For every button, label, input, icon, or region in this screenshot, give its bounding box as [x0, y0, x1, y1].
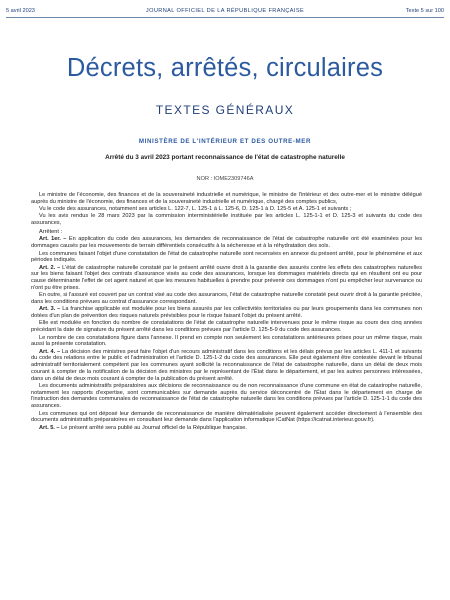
article-2: Art. 2. – L'état de catastrophe naturelle constaté par le présent arrêté ouvre droit à la garantie des assurés contre les effets des catastrophes naturelles sur les biens faisant l'objet des contrats d'assurance visés au code des assurances, lorsque les dommages matériels directs qui en résultent ont eu pour cause déterminante l'effet de cet agent naturel et que les mesures habituelles à prendre pour prévenir ces dommages n'ont pu empêcher leur survenance ou n'ont pu être prises.	[31, 264, 422, 291]
paragraph: Arrêtent :	[39, 229, 63, 236]
paragraph: Les communes qui ont déposé leur demande de reconnaissance de manière dématérialisée peuvent également accéder directement à l'ensemble des documents administratifs préparatoires en consultant leur demande dans l'application informatique iCatNat (https://icatnat.interieur.gouv.fr).	[31, 410, 422, 424]
issue-date: 5 avril 2023	[6, 8, 35, 14]
paragraph: Vu le code des assurances, notamment ses articles L. 122-7, L. 125-1 à L. 125-6, D. 125-1 à D. 125-5 et A. 125-1 et suivants ;	[39, 206, 352, 213]
article-4: Art. 4. – La décision des ministres peut faire l'objet d'un recours administratif dans les conditions et les délais prévus par les articles L. 411-1 et suivants du code des relations entre le public et l'administration et l'article D. 125-1-2 du code des assurances. Elle peut également être contestée devant le tribunal administratif territorialement compétent par les communes ayant sollicité la reconnaissance de l'état de catastrophe naturelle, dans un délai de deux mois courant à compter de la notification de la décision des ministres par le représentant de l'État dans le département, et par les autres personnes intéressées, dans un délai de deux mois courant à compter de la publication du présent arrêté.	[31, 348, 422, 382]
paragraph: Le nombre de ces constatations figure dans l'annexe. Il prend en compte non seulement les constatations antérieures prises pour un même risque, mais aussi la présente constatation.	[31, 334, 422, 348]
act-body	[31, 192, 422, 432]
text-number: Texte 5 sur 100	[405, 8, 444, 14]
journal-title: JOURNAL OFFICIEL DE LA RÉPUBLIQUE FRANÇAISE	[145, 8, 305, 14]
paragraph: Les communes faisant l'objet d'une constatation de l'état de catastrophe naturelle sont recensées en annexe du présent arrêté, pour le phénomène et aux périodes indiqués.	[31, 250, 422, 264]
subsection-title: TEXTES GÉNÉRAUX	[155, 103, 295, 117]
paragraph: Elle est modulée en fonction du nombre de constatations de l'état de catastrophe naturelle intervenues pour le même risque au cours des cinq années précédant la date de signature du présent arrêté dans les conditions prévues par l'article D. 125-5-9 du code des assurances.	[31, 320, 422, 334]
act-title: Arrêté du 3 avril 2023 portant reconnaissance de l'état de catastrophe naturelle	[105, 154, 345, 161]
page-header	[6, 6, 444, 16]
article-3: Art. 3. – La franchise applicable est modulée pour les biens assurés par les collectivités territoriales ou par leurs groupements dans les communes non dotées d'un plan de prévention des risques naturels prévisibles pour le risque faisant l'objet du présent arrêté.	[31, 306, 422, 320]
section-title: Décrets, arrêtés, circulaires	[66, 54, 384, 82]
ministry-name: MINISTÈRE DE L'INTÉRIEUR ET DES OUTRE-MER	[138, 138, 312, 145]
nor-reference: NOR : IOME2309746A	[196, 176, 254, 182]
paragraph: Les documents administratifs préparatoires aux décisions de reconnaissance ou de non reconnaissance d'une commune en état de catastrophe naturelle, notamment les rapports d'expertise, sont communicables sur demande auprès du service déconcentré de l'État dans le département en charge de l'instruction des demandes communales de reconnaissance de l'état de catastrophe naturelle dans les conditions prévues par l'article D. 125-1-1 du code des assurances.	[31, 382, 422, 410]
header-rule	[6, 17, 444, 18]
paragraph: Vu les avis rendus le 28 mars 2023 par la commission interministérielle instituée par les articles L. 125-1-1 et D. 125-3 et suivants du code des assurances,	[31, 213, 422, 227]
paragraph: En outre, si l'assuré est couvert par un contrat visé au code des assurances, l'état de catastrophe naturelle constaté peut ouvrir droit à la garantie précitée, dans les conditions prévues au contrat d'assurance correspondant.	[31, 292, 422, 305]
article-5: Art. 5. – Le présent arrêté sera publié au Journal officiel de la République française.	[39, 424, 247, 431]
article-1: Art. 1er. – En application du code des assurances, les demandes de reconnaissance de l'état de catastrophe naturelle ont été examinées pour les dommages causés par les mouvements de terrain différentiels consécutifs à la sécheresse et à la réhydratation des sols.	[31, 236, 423, 250]
paragraph: Le ministre de l'économie, des finances et de la souveraineté industrielle et numérique, le ministre de l'intérieur et des outre-mer et le ministre délégué auprès du ministre de l'économie, des finances et de la souveraineté industrielle et numérique, chargé des comptes publics,	[31, 192, 422, 205]
